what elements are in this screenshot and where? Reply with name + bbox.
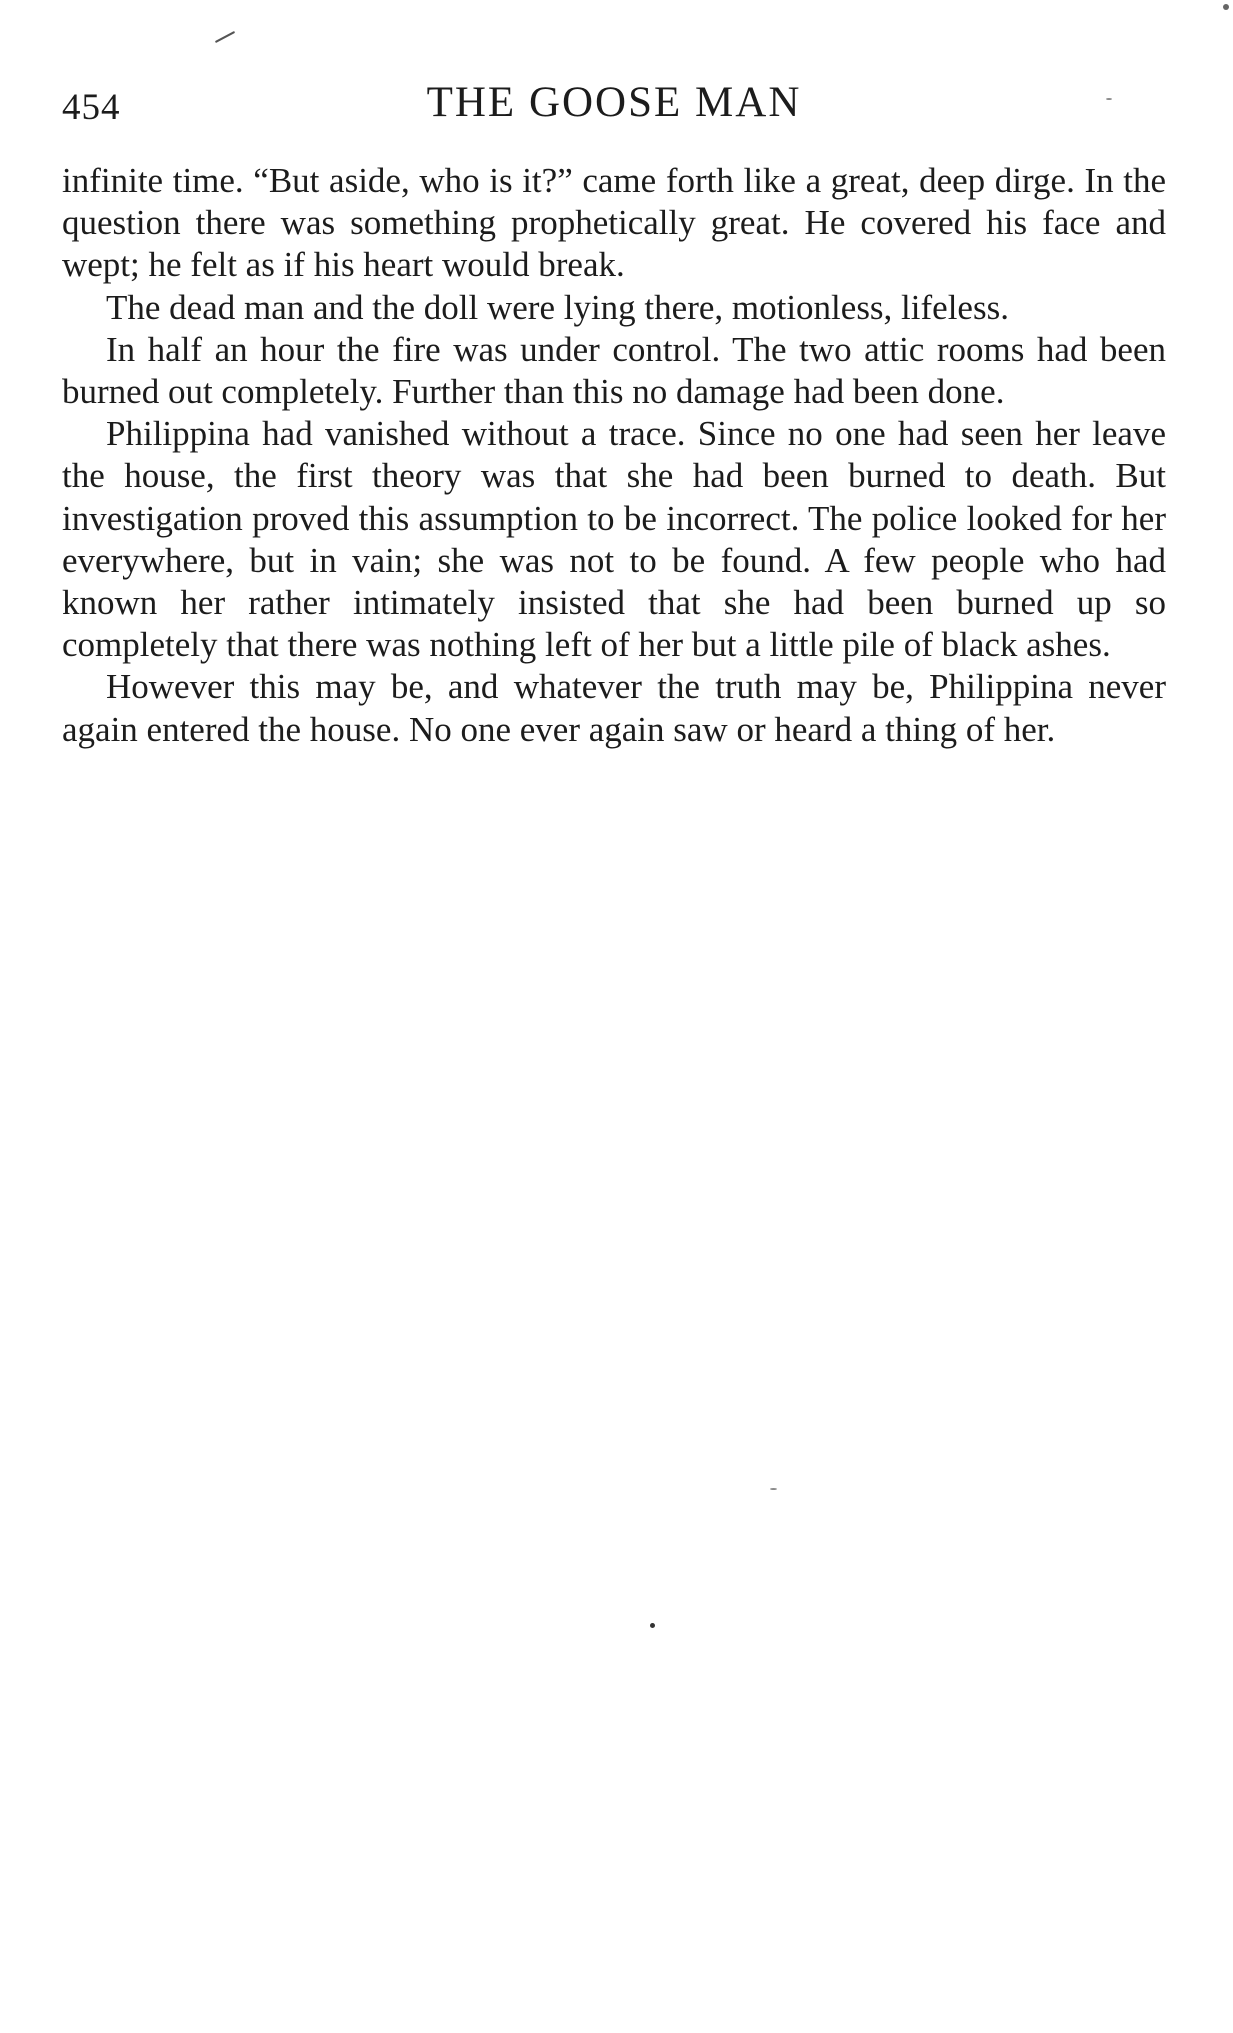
paragraph-continuation: infinite time. “But aside, who is it?” came forth like a great, deep dirge. In the question there was something prophetically great. He covered his face and wept; he felt as if his heart would break. [62,161,1166,285]
scan-speck [650,1623,655,1628]
scan-speck [1106,98,1112,100]
paragraph: Philippina had vanished without a trace. Since no one had seen her leave the house, the first theory was that she had been burned to death. But investigation proved this assumption to be incorrect. The police looked for her everywhere, but in vain; she was not to be found. A few people who had known her rather intimately insisted that she had been burned up so completely that there was nothing left of her but a little pile of black ashes. [62,414,1166,665]
scan-speck [1223,4,1229,10]
paragraph: In half an hour the fire was under control. The two attic rooms had been burned out completely. Further than this no damage had been done. [62,329,1166,412]
page-number: 454 [62,87,121,128]
page-header [62,72,1166,132]
scan-speck [770,1488,777,1490]
running-title: THE GOOSE MAN [426,79,802,126]
scan-speck [215,31,235,43]
body-text [62,160,1166,751]
paragraph: However this may be, and whatever the truth may be, Philippina never again entered the house. No one ever again saw or heard a thing of her. [62,667,1166,749]
paragraph: The dead man and the doll were lying there, motionless, lifeless. [106,287,1009,327]
